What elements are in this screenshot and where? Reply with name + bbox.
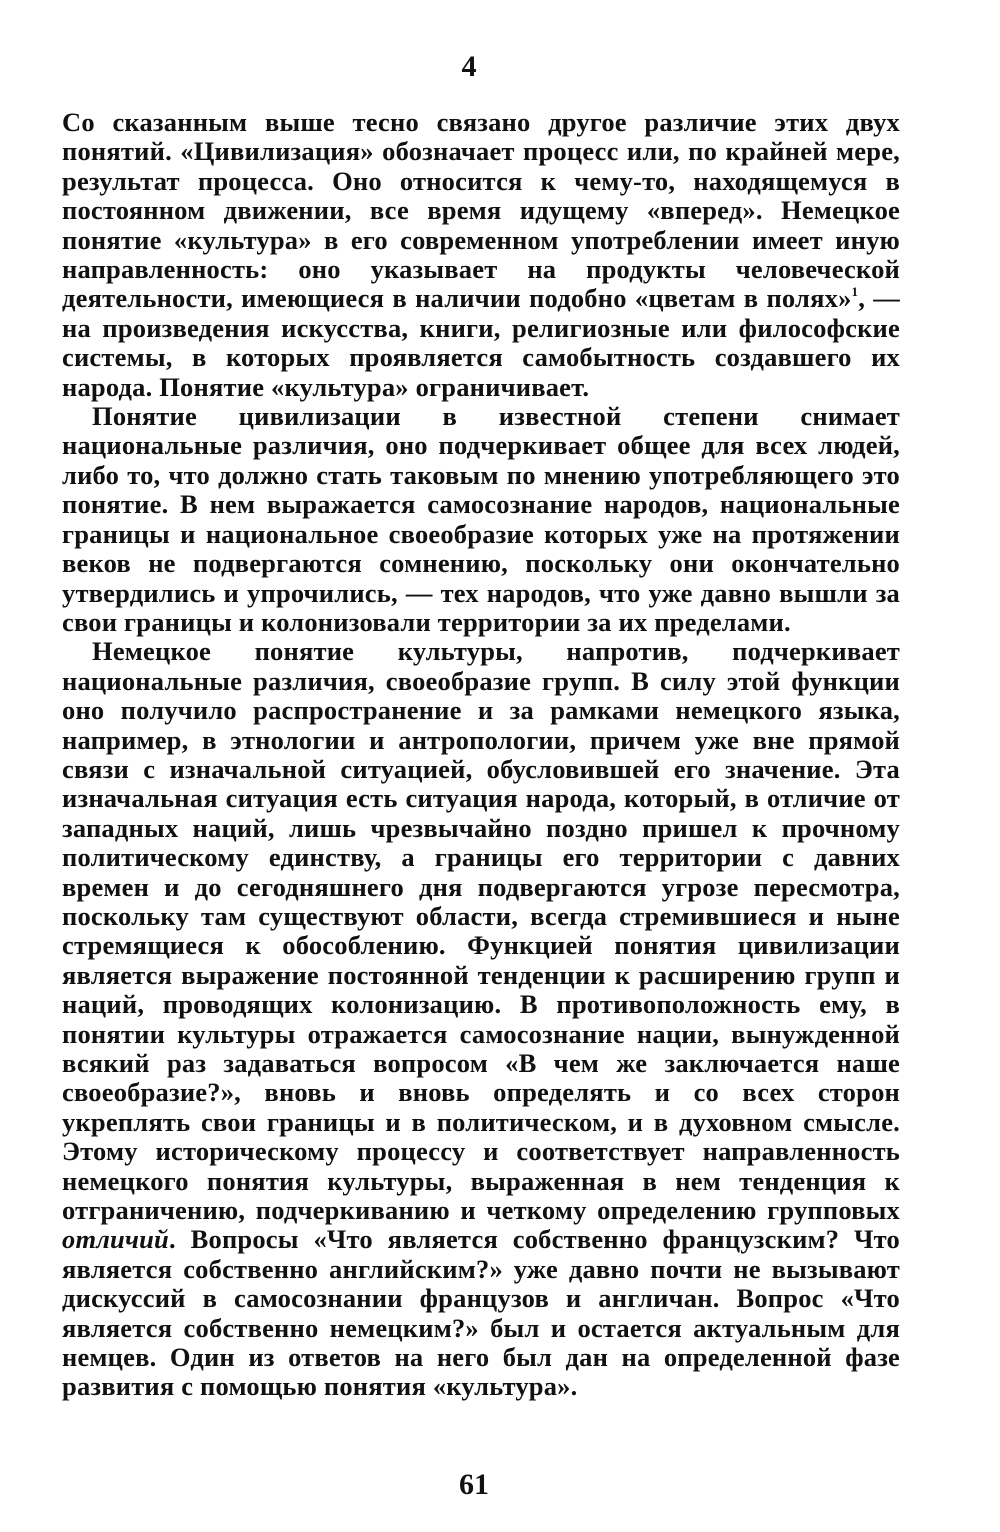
paragraph-3 xyxy=(62,637,900,1402)
section-number: 4 xyxy=(461,50,477,83)
page-number: 61 xyxy=(459,1468,489,1501)
paragraph-2: Понятие цивилизации в известной степени снимает национальные различия, оно подчеркивает общее для всех людей, либо то, что должно стать таковым по мнению употребляющего это понятие. В нем выражается самосознание народов, национальные границы и национальное своеобразие которых уже на протяжении веков не подвергаются сомнению, поскольку они окончательно утвердились и упрочились, — тех народов, что уже давно вышли за свои границы и колонизовали территории за их пределами. xyxy=(62,401,900,637)
paragraph-3-text-b: . Вопросы «Что является собственно французским? Что является собственно английским?» уже давно почти не вызывают дискуссий в самосознании французов и англичан. Вопрос «Что является собственно немецким?» был и остается актуальным для немцев. Один из ответов на него был дан на определенной фазе развития с помощью понятия «культура». xyxy=(62,1224,900,1402)
footnote-marker[interactable]: 1 xyxy=(851,284,859,300)
body-text xyxy=(62,108,900,1402)
paragraph-1-text-a: Со сказанным выше тесно связано другое различие этих двух понятий. «Цивилизация» обозначает процесс или, по крайней мере, результат процесса. Оно относится к чему-то, находящемуся в постоянном движении, все время идущему «вперед». Немецкое понятие «культура» в его современном употреблении имеет иную направленность: оно указывает на продукты человеческой деятельности, имеющиеся в наличии подобно «цветам в полях» xyxy=(62,107,900,314)
emphasized-word: отличий xyxy=(62,1224,169,1255)
paragraph-1 xyxy=(62,108,900,402)
paragraph-1-text-b: , — на произведения искусства, книги, религиозные или философские системы, в которых проявляется самобытность создавшего их народа. Понятие «культура» ограничивает. xyxy=(62,283,900,402)
paragraph-3-text-a: Немецкое понятие культуры, напротив, подчеркивает национальные различия, своеобразие групп. В силу этой функции оно получило распространение и за рамками немецкого языка, например, в этнологии и антропологии, причем уже вне прямой связи с изначальной ситуацией, обусловившей его значение. Эта изначальная ситуация есть ситуация народа, который, в отличие от западных наций, лишь чрезвычайно поздно пришел к прочному политическому единству, а границы его территории с давних времен и до сегодняшнего дня подвергаются угрозе пересмотра, поскольку там существуют области, всегда стремившиеся и ныне стремящиеся к обособлению. Функцией понятия цивилизации является выражение постоянной тенденции к расширению групп и наций, проводящих колонизацию. В противоположность ему, в понятии культуры отражается самосознание нации, вынужденной всякий раз задаваться вопросом «В чем же заключается наше своеобразие?», вновь и вновь определять и со всех сторон укреплять свои границы и в политическом, и в духовном смысле. Этому историческому процессу и соответствует направленность немецкого понятия культуры, выраженная в нем тенденция к отграничению, подчеркиванию и четкому определению групповых xyxy=(62,636,900,1226)
